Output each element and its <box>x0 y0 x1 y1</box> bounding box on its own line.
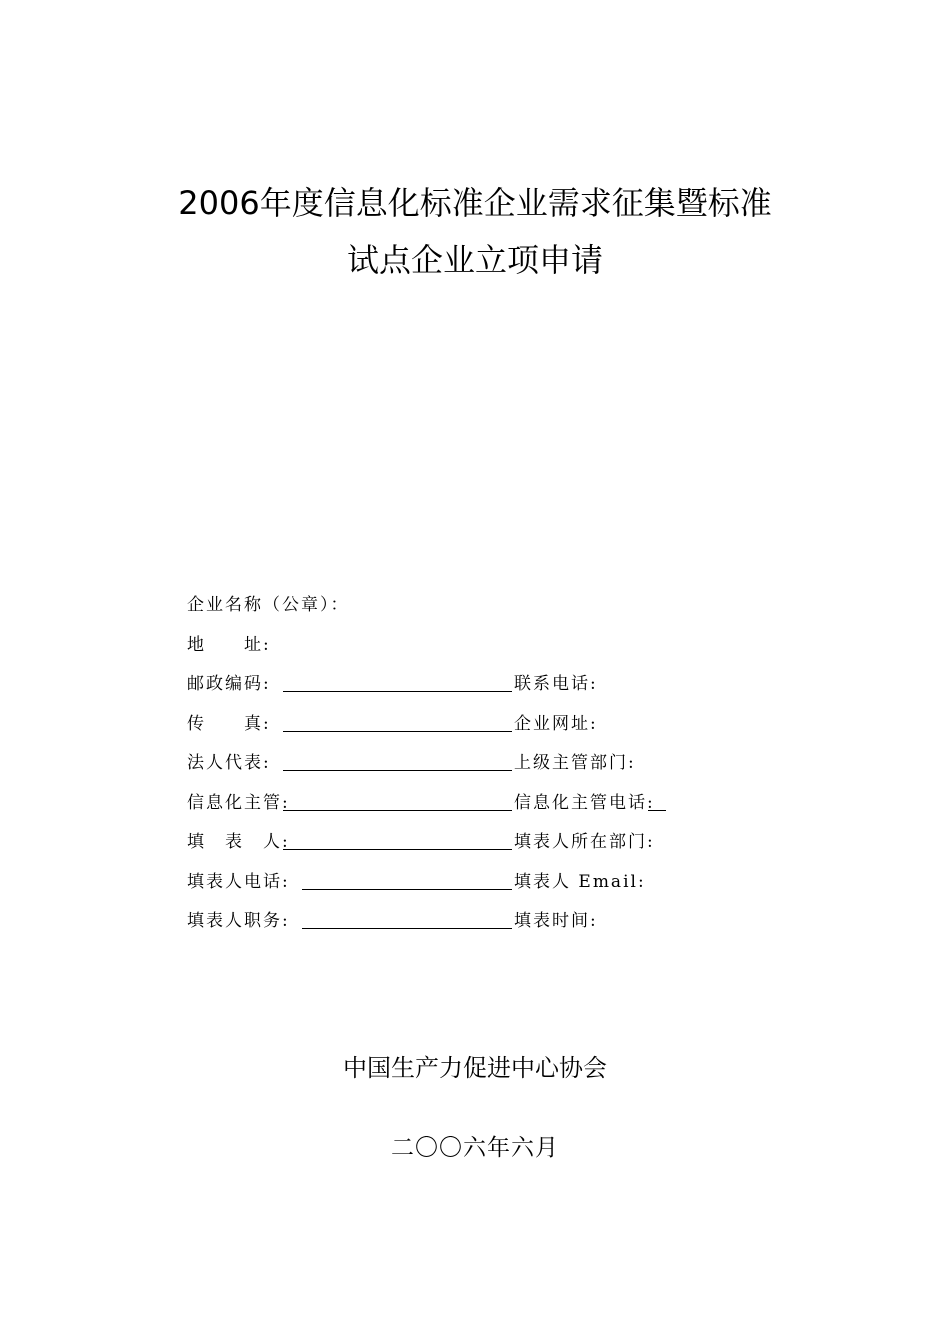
it-manager-label: 信息化主管: <box>187 792 290 813</box>
postcode-field[interactable] <box>283 691 512 692</box>
issue-date: 二〇〇六年六月 <box>391 1135 559 1161</box>
form-row-filler-title-time <box>187 906 747 946</box>
filler-phone-field[interactable] <box>302 889 512 890</box>
filler-label: 填 表 人: <box>187 832 290 852</box>
filler-field[interactable] <box>283 849 512 850</box>
filler-title-label: 填表人职务: <box>187 911 290 931</box>
it-manager-field[interactable] <box>283 810 512 811</box>
form-row-company-name <box>187 590 747 630</box>
form-row-filler <box>187 827 747 867</box>
it-manager-phone-label: 信息化主管电话: <box>514 792 655 813</box>
superior-dept-label: 上级主管部门: <box>514 753 636 773</box>
address-label: 地 址: <box>187 634 271 655</box>
fax-label: 传 真: <box>187 713 271 734</box>
form-row-postcode-phone <box>187 669 747 709</box>
form-row-fax-website <box>187 709 747 749</box>
filler-title-field[interactable] <box>302 928 512 929</box>
legal-rep-label: 法人代表: <box>187 753 271 773</box>
document-title-line2: 试点企业立项申请 <box>346 241 603 279</box>
form-row-legal-superior <box>187 748 747 788</box>
fill-time-label: 填表时间: <box>514 911 598 931</box>
website-label: 企业网址: <box>514 713 598 734</box>
postcode-label: 邮政编码: <box>187 674 271 694</box>
form-row-it-manager <box>187 788 747 828</box>
application-form <box>187 590 747 946</box>
filler-dept-label: 填表人所在部门: <box>514 832 655 852</box>
legal-rep-field[interactable] <box>283 770 512 771</box>
form-row-filler-phone-email <box>187 867 747 907</box>
form-row-address <box>187 630 747 670</box>
phone-label: 联系电话: <box>514 674 598 694</box>
it-manager-phone-field[interactable] <box>648 810 666 811</box>
organization-name: 中国生产力促进中心协会 <box>343 1054 607 1082</box>
fax-field[interactable] <box>283 731 512 732</box>
filler-email-label: 填表人 Email: <box>514 871 646 892</box>
document-title-line1: 2006年度信息化标准企业需求征集暨标准 <box>178 184 772 222</box>
filler-phone-label: 填表人电话: <box>187 871 290 892</box>
company-name-label: 企业名称（公章）： <box>187 595 350 615</box>
